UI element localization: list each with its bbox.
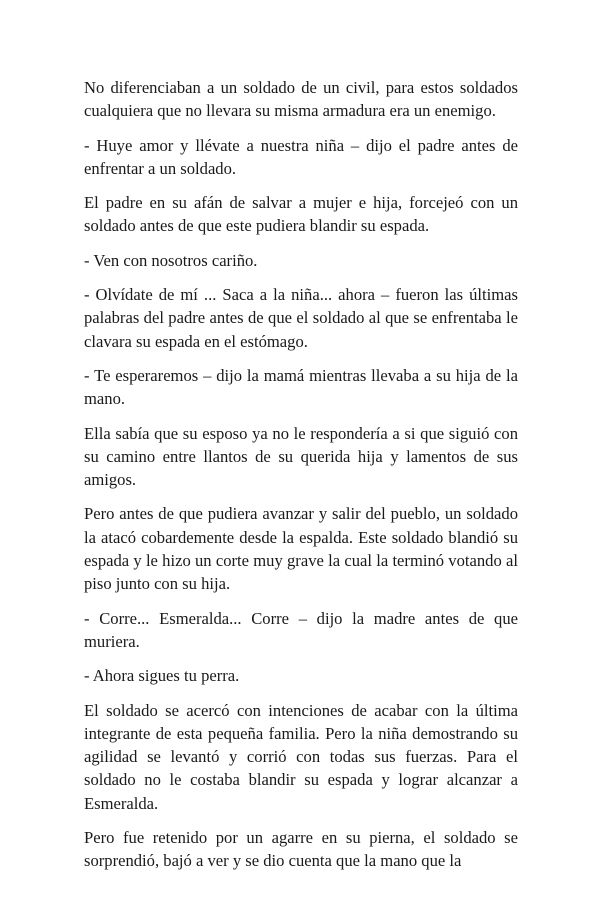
paragraph: - Te esperaremos – dijo la mamá mientras llevaba a su hija de la mano. xyxy=(84,365,518,409)
paragraph: - Corre... Esmeralda... Corre – dijo la madre antes de que muriera. xyxy=(84,608,518,651)
paragraph: - Ven con nosotros cariño. xyxy=(84,250,258,270)
paragraph: Ella sabía que su esposo ya no le respondería a si que siguió con su camino entre llantos de su querida hija y lamentos de sus amigos. xyxy=(84,423,518,490)
paragraph: Pero antes de que pudiera avanzar y salir del pueblo, un soldado la atacó cobardemente desde la espalda. Este soldado blandió su espada y le hizo un corte muy grave la cual la terminó votando al piso junto con su hija. xyxy=(84,504,518,594)
paragraph: - Olvídate de mí ... Saca a la niña... ahora – fueron las últimas palabras del padre antes de que el soldado al que se enfrentaba le clavara su espada en el estómago. xyxy=(84,285,518,351)
paragraph: Pero fue retenido por un agarre en su pierna, el soldado se sorprendió, bajó a ver y se dio cuenta que la mano que la xyxy=(84,828,518,871)
paragraph: No diferenciaban a un soldado de un civil, para estos soldados cualquiera que no llevara su misma armadura era un enemigo. xyxy=(84,78,518,121)
page-text-body xyxy=(84,76,518,873)
paragraph: - Huye amor y llévate a nuestra niña – dijo el padre antes de enfrentar a un soldado. xyxy=(84,135,518,178)
paragraph: - Ahora sigues tu perra. xyxy=(84,666,240,686)
paragraph: El soldado se acercó con intenciones de acabar con la última integrante de esta pequeña familia. Pero la niña demostrando su agilidad se levantó y corrió con todas sus fuerzas. Para el soldado no le costaba blandir su espada y lograr alcanzar a Esmeralda. xyxy=(84,700,518,813)
paragraph: El padre en su afán de salvar a mujer e hija, forcejeó con un soldado antes de que este pudiera blandir su espada. xyxy=(84,193,518,236)
